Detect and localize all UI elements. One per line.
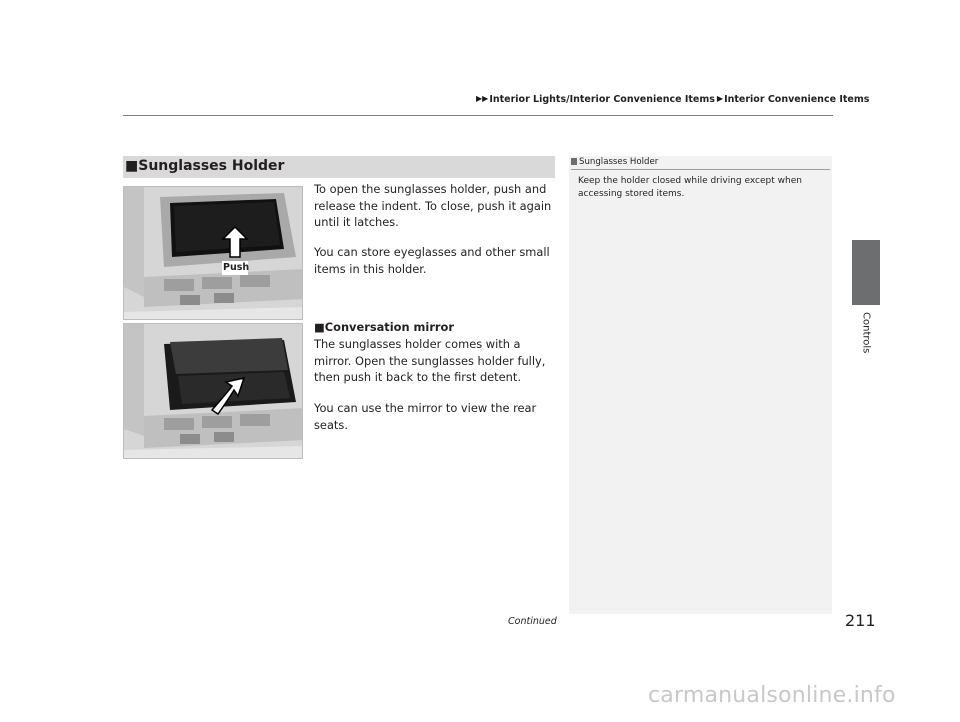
- mirror-open-illustration: [124, 324, 303, 459]
- watermark: carmanualsonline.info: [648, 683, 896, 708]
- arrow-icon: ▶: [716, 94, 724, 103]
- note-divider: [571, 169, 830, 170]
- push-label: Push: [223, 262, 250, 273]
- breadcrumb-item-2: Interior Convenience Items: [724, 94, 870, 105]
- sunglasses-holder-push-photo: [123, 186, 303, 320]
- chapter-tab-marker: [852, 240, 880, 305]
- note-title: Sunglasses Holder: [571, 157, 658, 167]
- note-text: Keep the holder closed while driving except when accessing stored items.: [578, 176, 802, 199]
- continued-label: Continued: [508, 616, 557, 627]
- chapter-tab-label: Controls: [860, 312, 872, 354]
- breadcrumb-item-1: Interior Lights/Interior Convenience Items: [489, 94, 715, 105]
- paragraph-open-close: To open the sunglasses holder, push and release the indent. To close, push it again until it latches.: [314, 182, 552, 229]
- page-number: 211: [845, 611, 876, 630]
- square-bullet-icon: ■: [314, 320, 325, 334]
- note-marker-icon: [571, 158, 577, 165]
- paragraph-mirror: The sunglasses holder comes with a mirror. Open the sunglasses holder fully, then push it back to the first detent.: [314, 337, 546, 384]
- overhead-console-illustration: [124, 187, 303, 320]
- subsection-title: ■Conversation mirror: [314, 320, 454, 334]
- note-panel: [569, 156, 832, 614]
- paragraph-rear-seats: You can use the mirror to view the rear seats.: [314, 401, 537, 432]
- conversation-mirror-photo: [123, 323, 303, 459]
- breadcrumb: [476, 94, 869, 105]
- double-arrow-icon: ▶▶: [476, 94, 489, 103]
- paragraph-storage: You can store eyeglasses and other small items in this holder.: [314, 245, 550, 276]
- header-divider: [123, 115, 833, 116]
- square-bullet-icon: ■: [125, 158, 139, 174]
- section-title: ■Sunglasses Holder: [125, 158, 285, 174]
